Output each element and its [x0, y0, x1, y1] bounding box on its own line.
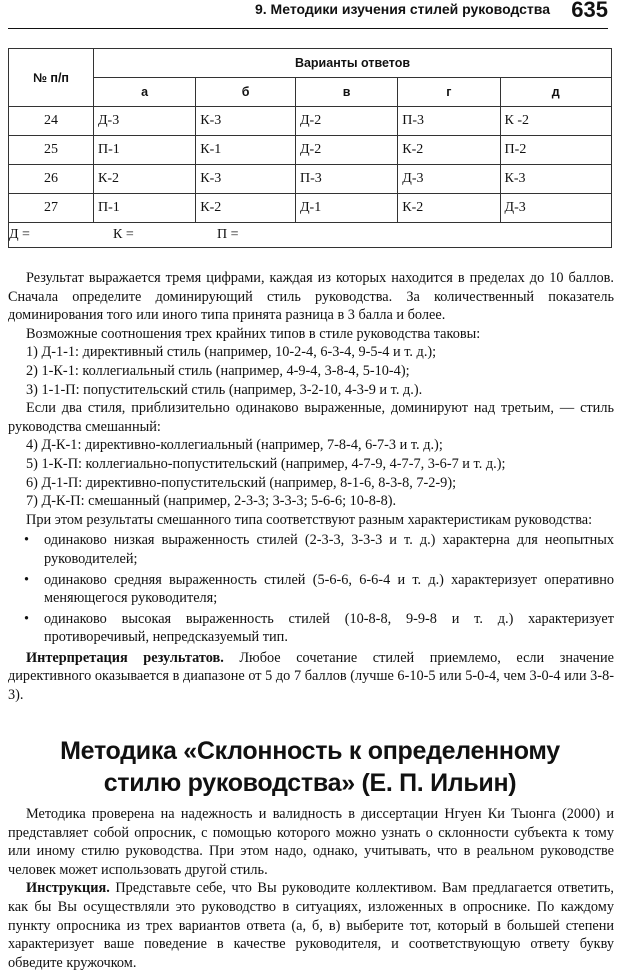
table-cell: К-2: [94, 165, 196, 194]
bullet-item: • одинаково средняя выраженность стилей (5-6-6, 6-6-4 и т. д.) характеризует оперативно меняющегося руководителя;: [24, 571, 614, 607]
letter-header: г: [398, 78, 500, 107]
col-num-header: № п/п: [9, 49, 94, 107]
interpretation-label: Интерпретация результатов.: [26, 649, 224, 666]
sum-row: [9, 223, 612, 248]
sum-k: К =: [113, 227, 134, 242]
table-cell: Д-2: [295, 136, 397, 165]
table-cell: К -2: [500, 107, 611, 136]
table-cell: К-3: [196, 107, 296, 136]
list-item: 7) Д-К-П: смешанный (например, 2-3-3; 3-3-3; 5-6-6; 10-8-8).: [26, 493, 397, 510]
table-cell: Д-1: [295, 194, 397, 223]
row-number: 25: [9, 136, 94, 165]
table-cell: К-1: [196, 136, 296, 165]
title-line: Методика «Склонность к определенному: [60, 737, 560, 765]
paragraph: Результат выражается тремя цифрами, каждая из которых находится в пределах до 10 баллов. Сначала определите доминирующий стиль руководства. За количественный показатель доминирования того или иного типа принята разница в 3 балла и более.: [8, 270, 614, 324]
table-cell: К-2: [398, 136, 500, 165]
table-cell: К-3: [500, 165, 611, 194]
section-title: [0, 735, 620, 799]
answers-table: [8, 48, 612, 248]
list-item: 6) Д-1-П: директивно-попустительский (например, 8-1-6, 8-3-8, 7-2-9);: [26, 474, 457, 491]
paragraph: Возможные соотношения трех крайних типов в стиле руководства таковы:: [26, 325, 481, 342]
table-cell: П-3: [398, 107, 500, 136]
table-cell: П-1: [94, 194, 196, 223]
list-item: 1) Д-1-1: директивный стиль (например, 10-2-4, 6-3-4, 9-5-4 и т. д.);: [26, 344, 437, 361]
table-cell: Д-3: [500, 194, 611, 223]
letter-header: д: [500, 78, 611, 107]
instruction-paragraph: Инструкция. Представьте себе, что Вы руководите коллективом. Вам предлагается ответить, как бы Вы осуществляли это руководство в ситуациях, изложенных в опроснике. По каждому пункту опросника из трех вариантов ответа (а, б, в) выберите тот, который в большей степени характеризует ваше поведение в качестве руководителя, и соответствующую ответу букву обведите кружочком.: [8, 880, 614, 971]
row-number: 26: [9, 165, 94, 194]
bullet-item: • одинаково низкая выраженность стилей (2-3-3, 3-3-3 и т. д.) характерна для неопытных руководителей;: [24, 532, 614, 567]
page-header: [8, 0, 608, 29]
bullet-icon: •: [24, 532, 30, 549]
table-row: [9, 136, 612, 165]
bullet-icon: •: [24, 571, 30, 588]
letter-header: в: [295, 78, 397, 107]
list-item: 3) 1-1-П: попустительский стиль (например, 3-2-10, 4-3-9 и т. д.).: [26, 381, 423, 398]
table-cell: П-2: [500, 136, 611, 165]
paragraph: Методика проверена на надежность и валидность в диссертации Нгуен Ки Тыонга (2000) и представляет собой опросник, с помощью которого можно узнать о склонности субъекта к тому или иному стилю руководства. При этом надо, однако, учитывать, что в реальном руководстве человек может использовать другой стиль.: [8, 806, 614, 878]
table-cell: К-3: [196, 165, 296, 194]
letter-header: б: [196, 78, 296, 107]
table-cell: К-2: [398, 194, 500, 223]
bullet-icon: •: [24, 610, 30, 627]
table-cell: Д-2: [295, 107, 397, 136]
title-line: стилю руководства» (Е. П. Ильин): [103, 769, 517, 797]
table-row: [9, 194, 612, 223]
sum-d: Д =: [9, 227, 30, 242]
results-text: [8, 269, 614, 705]
instruction-label: Инструкция.: [26, 880, 110, 897]
table-cell: П-3: [295, 165, 397, 194]
paragraph: При этом результаты смешанного типа соответствуют разным характеристикам руководства:: [26, 511, 593, 528]
page-number: 635: [571, 0, 608, 22]
chapter-title: 9. Методики изучения стилей руководства: [254, 1, 550, 17]
table-cell: П-1: [94, 136, 196, 165]
paragraph: Если два стиля, приблизительно одинаково выраженные, доминируют над третьим, — стиль руководства смешанный:: [8, 400, 614, 435]
list-item: 4) Д-К-1: директивно-коллегиальный (например, 7-8-4, 6-7-3 и т. д.);: [26, 437, 443, 454]
interpretation-paragraph: Интерпретация результатов. Любое сочетание стилей приемлемо, если значение директивного оказывается в диапазоне от 5 до 7 баллов (лучше 6-10-5 или 5-0-4, чем 3-0-4 или 3-8-3).: [8, 649, 614, 704]
list-item: 2) 1-К-1: коллегиальный стиль (например, 4-9-4, 3-8-4, 5-10-4);: [26, 362, 410, 379]
table-row: [9, 107, 612, 136]
table-cell: К-2: [196, 194, 296, 223]
table-cell: Д-3: [398, 165, 500, 194]
group-header: Варианты ответов: [94, 49, 612, 78]
style-list-mixed: [26, 436, 614, 510]
bullet-item: • одинаково высокая выраженность стилей (10-8-8, 9-9-8 и т. д.) характеризует противоречивый, непредсказуемый тип.: [24, 610, 614, 646]
list-item: 5) 1-К-П: коллегиально-попустительский (например, 4-7-9, 4-7-7, 3-6-7 и т. д.);: [26, 455, 506, 472]
method-text: [8, 805, 614, 972]
row-number: 27: [9, 194, 94, 223]
row-number: 24: [9, 107, 94, 136]
style-list-pure: [26, 343, 614, 399]
letter-header: а: [94, 78, 196, 107]
table-row: [9, 165, 612, 194]
table-cell: Д-3: [94, 107, 196, 136]
sum-p: П =: [217, 227, 239, 242]
